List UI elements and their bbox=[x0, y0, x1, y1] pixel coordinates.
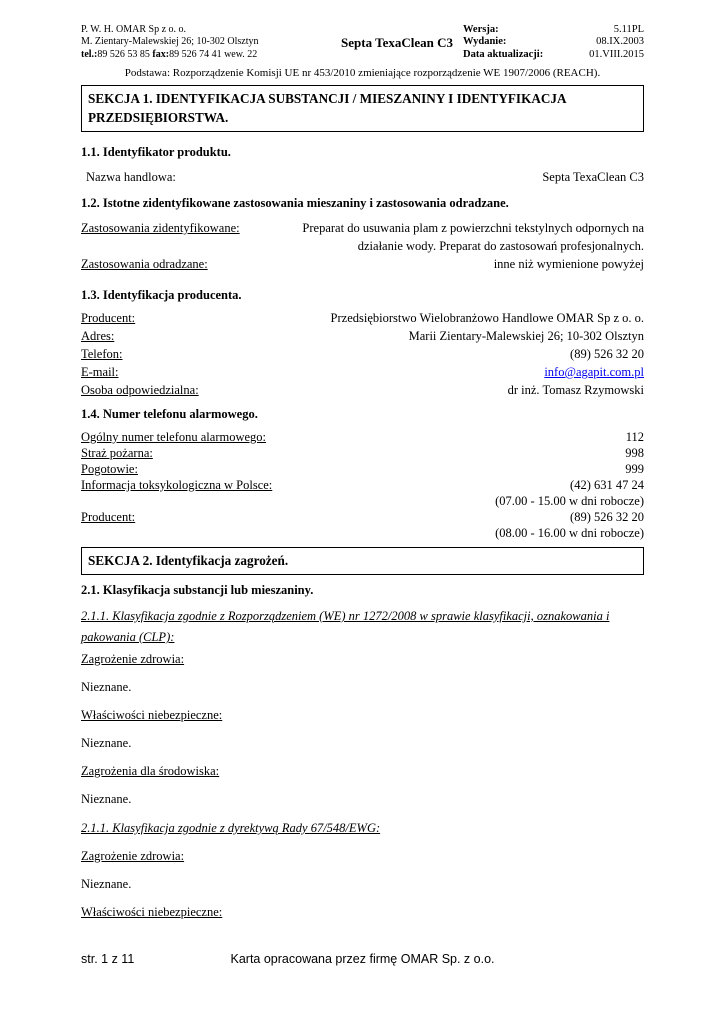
version-label: Wersja: bbox=[463, 24, 499, 35]
meta-row-version bbox=[463, 24, 644, 36]
fire-brigade-label: Straż pożarna: bbox=[81, 445, 153, 460]
responsible-person-label: Osoba odpowiedzialna: bbox=[81, 382, 199, 397]
row-identified-uses bbox=[81, 219, 644, 255]
uses-rows bbox=[81, 219, 644, 273]
row-toxicology-info bbox=[81, 477, 644, 493]
toxicology-info-value: (42) 631 47 24 bbox=[570, 477, 644, 492]
producer-rows bbox=[81, 309, 644, 399]
row-responsible-person bbox=[81, 381, 644, 399]
heading-2-1-1-dsd: 2.1.1. Klasyfikacja zgodnie z dyrektywą Rady 67/548/EWG: bbox=[81, 820, 381, 835]
section-2-title-box: SEKCJA 2. Identyfikacja zagrożeń. bbox=[81, 547, 644, 575]
email-link[interactable]: info@agapit.com.pl bbox=[544, 364, 644, 379]
clp-env-hazard-label: Zagrożenia dla środowiska: bbox=[81, 763, 220, 778]
row-trade-name bbox=[86, 168, 644, 186]
heading-2-1: 2.1. Klasyfikacja substancji lub mieszaniny. bbox=[81, 582, 314, 597]
legal-basis-line: Podstawa: Rozporządzenie Komisji UE nr 453/2010 zmieniające rozporządzenie WE 1907/2006 (REACH). bbox=[124, 66, 601, 79]
producer-emergency-label: Producent: bbox=[81, 509, 136, 524]
footer-note: Karta opracowana przez firmę OMAR Sp. z o.o. bbox=[230, 952, 495, 966]
address-label: Adres: bbox=[81, 328, 115, 343]
issue-value: 08.IX.2003 bbox=[596, 36, 644, 48]
tel-value: 89 526 53 85 bbox=[97, 48, 153, 60]
identified-uses-value: Preparat do usuwania plam z powierzchni tekstylnych odpornych na działanie wody. Preparat do zastosowań profesjonalnych. bbox=[302, 220, 644, 253]
heading-1-2: 1.2. Istotne zidentyfikowane zastosowania mieszaniny i zastosowania odradzane. bbox=[81, 195, 509, 210]
heading-2-1-1-clp: 2.1.1. Klasyfikacja zgodnie z Rozporządzeniem (WE) nr 1272/2008 w sprawie klasyfikacji, oznakowania i pakowania (CLP): bbox=[81, 608, 610, 644]
heading-1-4: 1.4. Numer telefonu alarmowego. bbox=[81, 406, 258, 421]
clp-env-hazard-value: Nieznane. bbox=[81, 791, 132, 806]
version-info bbox=[463, 24, 644, 61]
company-address: M. Zientary-Malewskiej 26; 10-302 Olsztyn bbox=[81, 36, 259, 48]
clp-health-hazard-value: Nieznane. bbox=[81, 679, 132, 694]
row-address bbox=[81, 327, 644, 345]
advised-against-label: Zastosowania odradzane: bbox=[81, 256, 208, 271]
version-value: 5.11PL bbox=[613, 24, 644, 35]
meta-row-update bbox=[463, 49, 644, 61]
row-general-emergency bbox=[81, 429, 644, 445]
issue-label: Wydanie: bbox=[463, 36, 507, 48]
company-info bbox=[81, 24, 331, 61]
clp-dangerous-props-value: Nieznane. bbox=[81, 735, 132, 750]
row-producer-emergency bbox=[81, 509, 644, 525]
heading-1-1: 1.1. Identyfikator produktu. bbox=[81, 144, 231, 159]
telephone-value: (89) 526 32 20 bbox=[570, 346, 644, 361]
ambulance-label: Pogotowie: bbox=[81, 461, 138, 476]
page-number: str. 1 z 11 bbox=[81, 952, 135, 966]
product-title: Septa TexaClean C3 bbox=[341, 35, 453, 50]
trade-name-value: Septa TexaClean C3 bbox=[542, 169, 644, 184]
telephone-label: Telefon: bbox=[81, 346, 123, 361]
row-fire-brigade bbox=[81, 445, 644, 461]
row-email bbox=[81, 363, 644, 381]
meta-row-issue bbox=[463, 36, 644, 48]
address-value: Marii Zientary-Malewskiej 26; 10-302 Olsztyn bbox=[408, 328, 644, 343]
dsd-health-hazard-value: Nieznane. bbox=[81, 876, 132, 891]
trade-name-label: Nazwa handlowa: bbox=[86, 169, 176, 184]
fire-brigade-value: 998 bbox=[625, 445, 644, 460]
clp-dangerous-props-label: Właściwości niebezpieczne: bbox=[81, 707, 223, 722]
page-footer bbox=[81, 951, 644, 968]
producer-emergency-hours: (08.00 - 16.00 w dni robocze) bbox=[495, 525, 644, 540]
row-producer bbox=[81, 309, 644, 327]
row-advised-against bbox=[81, 255, 644, 273]
responsible-person-value: dr inż. Tomasz Rzymowski bbox=[507, 382, 644, 397]
tel-label: tel.: bbox=[81, 48, 98, 60]
update-value: 01.VIII.2015 bbox=[589, 48, 644, 60]
dsd-health-hazard-label: Zagrożenie zdrowia: bbox=[81, 848, 185, 863]
page-content bbox=[81, 24, 644, 919]
heading-1-3: 1.3. Identyfikacja producenta. bbox=[81, 287, 242, 302]
fax-value: 89 526 74 41 wew. 22 bbox=[169, 48, 258, 60]
producer-value: Przedsiębiorstwo Wielobranżowo Handlowe OMAR Sp z o. o. bbox=[330, 310, 644, 325]
row-ambulance bbox=[81, 461, 644, 477]
section-1-title-box: SEKCJA 1. IDENTYFIKACJA SUBSTANCJI / MIESZANINY I IDENTYFIKACJA PRZEDSIĘBIORSTWA. bbox=[81, 85, 644, 132]
clp-health-hazard-label: Zagrożenie zdrowia: bbox=[81, 651, 185, 666]
advised-against-value: inne niż wymienione powyżej bbox=[493, 256, 644, 271]
general-emergency-label: Ogólny numer telefonu alarmowego: bbox=[81, 429, 267, 444]
ambulance-value: 999 bbox=[625, 461, 644, 476]
company-phone-fax bbox=[81, 49, 331, 61]
email-label: E-mail: bbox=[81, 364, 119, 379]
emergency-rows bbox=[81, 429, 644, 541]
document-header bbox=[81, 24, 644, 61]
company-name: P. W. H. OMAR Sp z o. o. bbox=[81, 24, 187, 35]
producer-emergency-value: (89) 526 32 20 bbox=[570, 509, 644, 524]
update-label: Data aktualizacji: bbox=[463, 48, 544, 60]
identified-uses-label: Zastosowania zidentyfikowane: bbox=[81, 220, 240, 235]
toxicology-info-hours: (07.00 - 15.00 w dni robocze) bbox=[495, 493, 644, 508]
fax-label: fax: bbox=[152, 48, 170, 60]
toxicology-info-label: Informacja toksykologiczna w Polsce: bbox=[81, 477, 273, 492]
general-emergency-value: 112 bbox=[625, 429, 644, 444]
row-telephone bbox=[81, 345, 644, 363]
producer-label: Producent: bbox=[81, 310, 136, 325]
dsd-dangerous-props-label: Właściwości niebezpieczne: bbox=[81, 904, 223, 919]
